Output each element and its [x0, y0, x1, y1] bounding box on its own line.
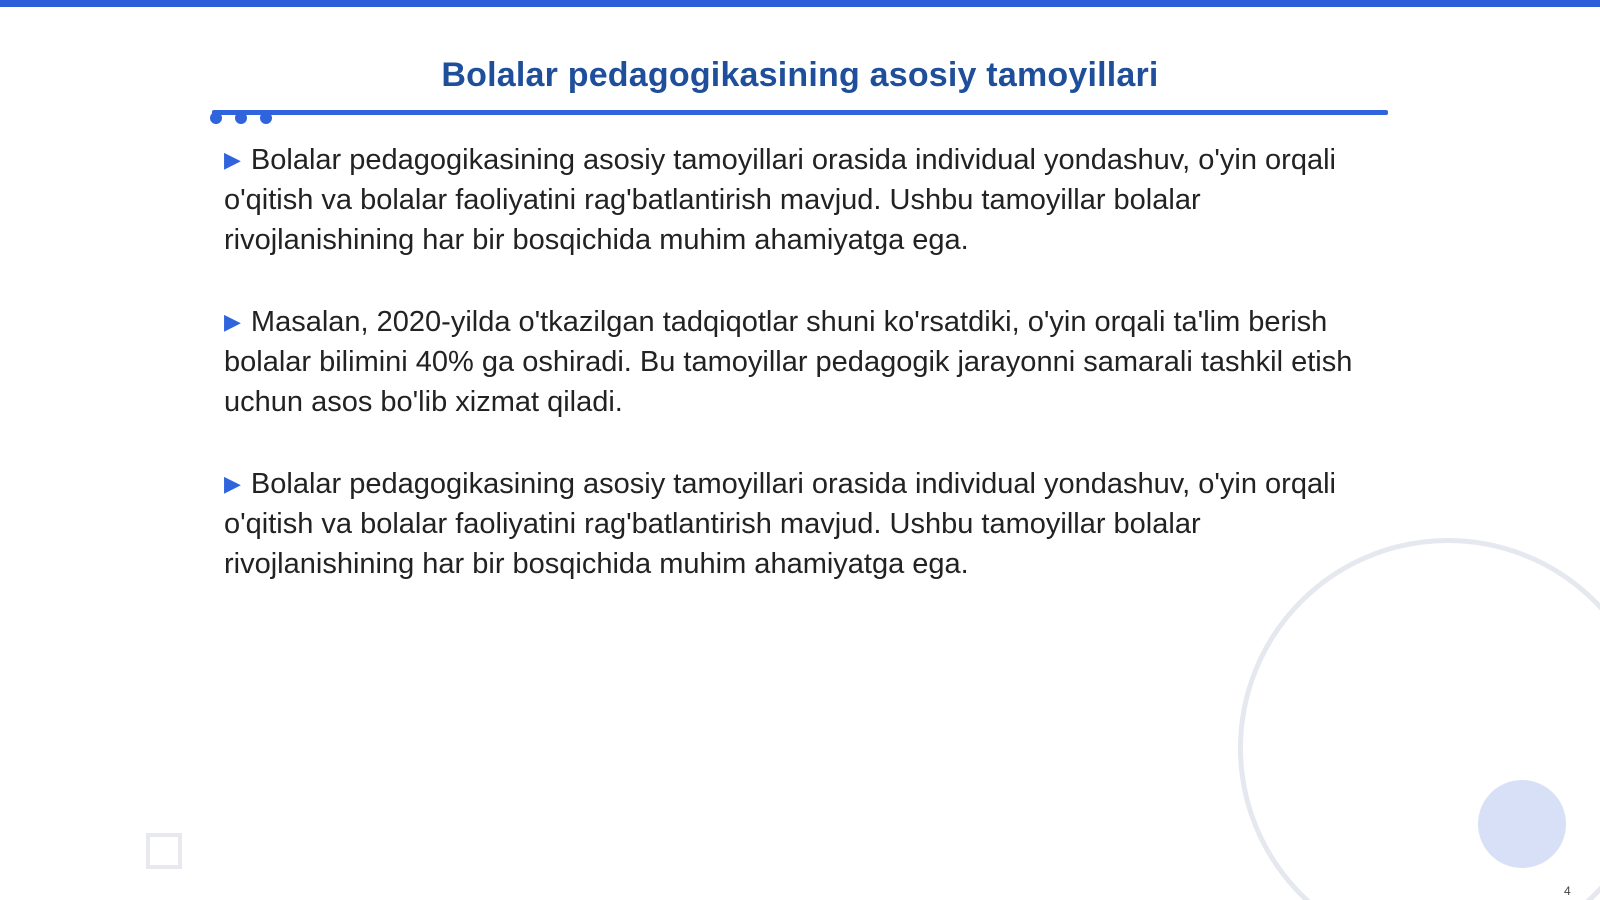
content-area: [224, 140, 1374, 626]
decorative-circle: [1478, 780, 1566, 868]
title-underline: [212, 110, 1388, 115]
paragraph-text: Bolalar pedagogikasining asosiy tamoyillari orasida individual yondashuv, o'yin orqali o'qitish va bolalar faoliyatini rag'batlantirish mavjud. Ushbu tamoyillar bolalar rivojlanishining har bir bosqichida muhim ahamiyatga ega.: [224, 144, 1336, 256]
decorative-dot: [235, 112, 247, 124]
triangle-right-icon: ▶: [224, 471, 241, 496]
bullet-paragraph: [224, 302, 1374, 422]
bullet-paragraph: [224, 464, 1374, 584]
top-accent-bar: [0, 0, 1600, 7]
decorative-square: [146, 833, 182, 869]
paragraph-text: Masalan, 2020-yilda o'tkazilgan tadqiqotlar shuni ko'rsatdiki, o'yin orqali ta'lim berish bolalar bilimini 40% ga oshiradi. Bu tamoyillar pedagogik jarayonni samarali tashkil etish uchun asos bo'lib xizmat qiladi.: [224, 306, 1353, 418]
triangle-right-icon: ▶: [224, 309, 241, 334]
page-number: 4: [1564, 884, 1571, 898]
decorative-dot: [210, 112, 222, 124]
slide-title: Bolalar pedagogikasining asosiy tamoyillari: [441, 56, 1159, 94]
bullet-paragraph: [224, 140, 1374, 260]
paragraph-text: Bolalar pedagogikasining asosiy tamoyillari orasida individual yondashuv, o'yin orqali o'qitish va bolalar faoliyatini rag'batlantirish mavjud. Ushbu tamoyillar bolalar rivojlanishining har bir bosqichida muhim ahamiyatga ega.: [224, 468, 1336, 580]
decorative-dot: [260, 112, 272, 124]
triangle-right-icon: ▶: [224, 147, 241, 172]
